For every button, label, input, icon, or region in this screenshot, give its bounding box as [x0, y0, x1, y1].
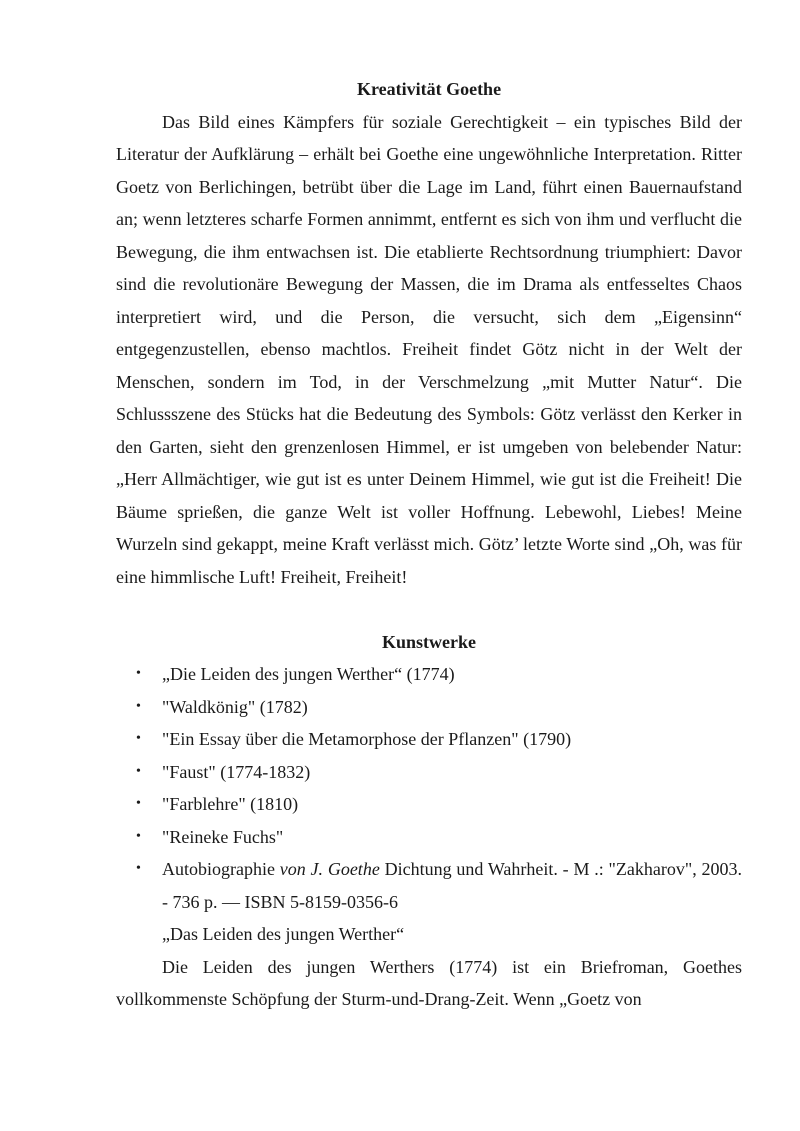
spacer — [116, 593, 742, 626]
bullet-icon: • — [136, 796, 141, 811]
section-title-kunstwerke: Kunstwerke — [382, 631, 476, 652]
list-item-autobiography — [116, 853, 742, 918]
list-item — [116, 691, 742, 724]
list-item — [116, 658, 742, 691]
bullet-icon: • — [136, 666, 141, 681]
bullet-icon: • — [136, 861, 141, 876]
werther-subheading: „Das Leiden des jungen Werther“ — [162, 924, 405, 944]
autobiography-author: von J. Goethe — [279, 859, 380, 879]
autobiography-citation: Dichtung und Wahrheit. - M .: "Zakharov", 2003. - 736 p. — ISBN 5-8159-0356-6 — [162, 859, 742, 912]
list-item-text: "Faust" (1774-1832) — [162, 761, 311, 782]
body-paragraph-kreativitaet: Das Bild eines Kämpfers für soziale Gerechtigkeit – ein typisches Bild der Literatur der Aufklärung – erhält bei Goethe eine ungewöhnliche Interpretation. Ritter Goetz von Berlichingen, betrübt über die Lage im Land, führt einen Bauernaufstand an; wenn letzteres scharfe Formen annimmt, entfernt es sich von ihm und verflucht die Bewegung, die ihm entwachsen ist. Die etablierte Rechtsordnung triumphiert: Davor sind die revolutionäre Bewegung der Massen, die im Drama als entfesseltes Chaos interpretiert wird, und die Person, die versucht, sich dem „Eigensinn“ entgegenzustellen, ebenso machtlos. Freiheit findet Götz nicht in der Welt der Menschen, sondern im Tod, in der Verschmelzung „mit Mutter Natur“. Die Schlussszene des Stücks hat die Bedeutung des Symbols: Götz verlässt den Kerker in den Garten, sieht den grenzenlosen Himmel, er ist umgeben von belebender Natur: „Herr Allmächtiger, wie gut ist es unter Deinem Himmel, wie gut ist die Freiheit! Die Bäume sprießen, die ganze Welt ist voller Hoffnung. Lebewohl, Liebes! Meine Wurzeln sind gekappt, meine Kraft verlässt mich. Götz’ letzte Worte sind „Oh, was für eine himmlische Luft! Freiheit, Freiheit! — [116, 111, 742, 587]
list-item-text: "Ein Essay über die Metamorphose der Pflanzen" (1790) — [162, 729, 572, 749]
section-title-kreativitaet: Kreativität Goethe — [356, 79, 502, 99]
list-item — [116, 821, 742, 854]
bullet-icon: • — [136, 731, 141, 746]
list-item-text: „Die Leiden des jungen Werther“ (1774) — [162, 664, 455, 684]
autobiography-prefix: Autobiographie — [162, 859, 280, 879]
works-list — [116, 658, 742, 918]
bullet-icon: • — [136, 763, 141, 779]
bullet-icon: • — [136, 828, 141, 844]
list-item-text: "Farblehre" (1810) — [162, 794, 299, 814]
bullet-icon: • — [136, 698, 141, 714]
list-item-text: "Waldkönig" (1782) — [162, 696, 308, 717]
list-item — [116, 788, 742, 821]
list-item-text: "Reineke Fuchs" — [162, 826, 284, 847]
list-item — [116, 756, 742, 789]
list-item — [116, 723, 742, 756]
body-paragraph-werther: Die Leiden des jungen Werthers (1774) ist ein Briefroman, Goethes vollkommenste Schöpfung der Sturm-und-Drang-Zeit. Wenn „Goetz von — [116, 956, 742, 1009]
